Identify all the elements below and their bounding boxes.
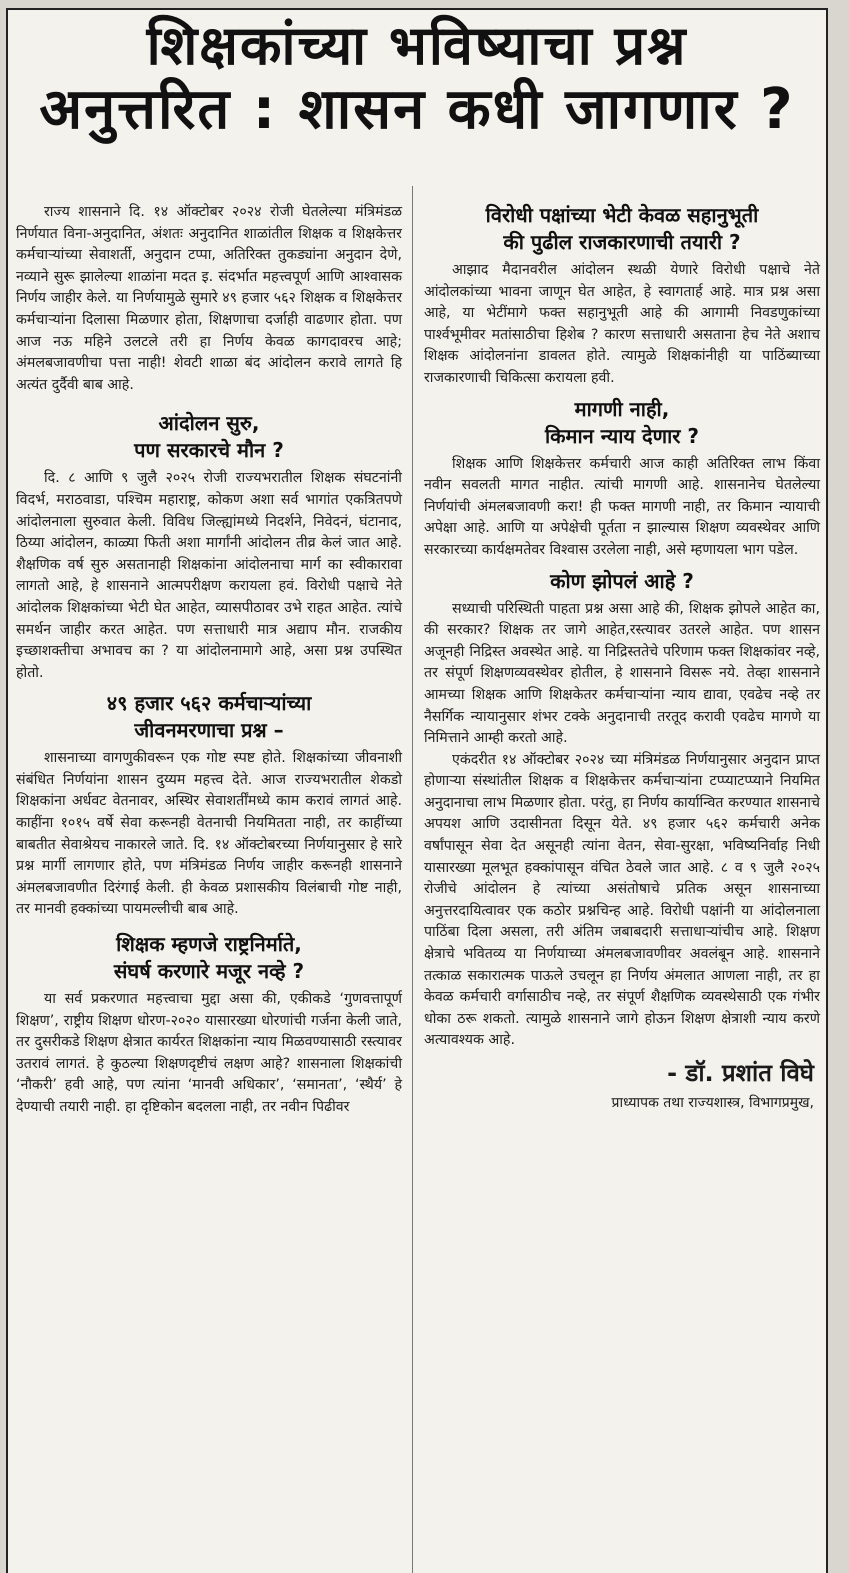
nation-builders-paragraph: या सर्व प्रकरणात महत्त्वाचा मुद्दा असा की, एकीकडे ‘गुणवत्तापूर्ण शिक्षण’, राष्ट्रीय शिक्षण धोरण-२०२० यासारख्या धोरणांची गर्जना केली जाते, तर दुसरीकडे शिक्षण क्षेत्रात कार्यरत शिक्षकांना न्याय मिळवण्यासाठी रस्त्यावर उतरावं लागतं. हे कुठल्या शिक्षणदृष्टीचं लक्षण आहे? शासनाला शिक्षकांची ‘नौकरी’ हवी आहे, पण त्यांना ‘मानवी अधिकार’, ‘समानता’, ‘स्थैर्य’ हे देण्याची तयारी नाही. हा दृष्टिकोन बदलला नाही, तर नवीन पिढीवर [16, 991, 402, 1115]
subheading-demand [424, 396, 820, 450]
headline-line-1: शिक्षकांच्या भविष्याचा प्रश्न [146, 14, 688, 77]
subheading-employees-line-2: जीवनमरणाचा प्रश्न – [134, 718, 284, 743]
author-byline: - डॉ. प्रशांत विघे [667, 1059, 814, 1087]
right-column [424, 202, 820, 1112]
subheading-employees [16, 690, 402, 744]
subheading-who-sleeps: कोण झोपलं आहे ? [550, 568, 694, 593]
subheading-protest-line-1: आंदोलन सुरु, [158, 411, 260, 436]
subheading-protest [16, 410, 402, 464]
conclusion-paragraph: एकंदरीत १४ ऑक्टोबर २०२४ च्या मंत्रिमंडळ निर्णयानुसार अनुदान प्राप्त होणाऱ्या संस्थांतील शिक्षक व शिक्षकेत्तर कर्मचाऱ्यांना टप्प्याटप्प्याने नियमित अनुदानाचा लाभ मिळणार होता. परंतु, हा निर्णय कार्यान्वित करण्यात शासनाचे अपयश आणि उदासीनता दिसून येते. ४९ हजार ५६२ कर्मचारी अनेक वर्षांपासून सेवा देत असूनही त्यांना वेतन, सेवा-सुरक्षा, भविष्यनिर्वाह निधी यासारख्या मूलभूत हक्कांपासून वंचित ठेवले जात आहे. ८ व ९ जुलै २०२५ रोजीचे आंदोलन हे त्यांच्या असंतोषाचे प्रतिक असून शासनाच्या अनुत्तरदायित्वावर एक कठोर प्रश्नचिन्ह आहे. विरोधी पक्षांनी या आंदोलनाला पाठिंबा दिला असला, तरी अंतिम जबाबदारी सत्ताधाऱ्यांचीच आहे. शिक्षण क्षेत्राचे भवितव्य या निर्णयाच्या अंमलबजावणीवर अवलंबून आहे. शासनाने तत्काळ सकारात्मक पाऊले उचलून हा निर्णय अंमलात आणला नाही, तर हा केवळ कर्मचारी वर्गासाठीच नव्हे, तर संपूर्ण शैक्षणिक व्यवस्थेसाठी एक गंभीर धोका ठरू शकतो. त्यामुळे शासनाने जागे होऊन शिक्षण क्षेत्राशी न्याय करणे अत्यावश्यक आहे. [424, 751, 820, 1049]
intro-paragraph: राज्य शासनाने दि. १४ ऑक्टोबर २०२४ रोजी घेतलेल्या मंत्रिमंडळ निर्णयात विना-अनुदानित, अंशतः अनुदानित शाळांतील शिक्षक व शिक्षकेत्तर कर्मचाऱ्यांच्या सेवाशर्ती, अनुदान टप्पा, अतिरिक्त तुकड्यांना अनुदान देणे, नव्याने सुरू झालेल्या शाळांना मदत इ. संदर्भात महत्त्वपूर्ण आणि आश्वासक निर्णय जाहीर केले. या निर्णयामुळे सुमारे ४९ हजार ५६२ शिक्षक व शिक्षकेत्तर कर्मचाऱ्यांना दिलासा मिळणार होता, शिक्षणाचा दर्जाही वाढणार होता. पण आज नऊ महिने उलटले तरी हा निर्णय केवळ कागदावरच आहे; अंमलबजावणीचा पत्ता नाही! शेवटी शाळा बंद आंदोलन करावे लागते हि अत्यंत दुर्दैवी बाब आहे. [16, 204, 402, 393]
subheading-demand-line-2: किमान न्याय देणार ? [545, 423, 699, 448]
subheading-opposition-line-2: की पुढील राजकारणाची तयारी ? [503, 230, 741, 254]
subheading-nation-builders [16, 931, 402, 985]
subheading-protest-line-2: पण सरकारचे मौन ? [134, 438, 284, 463]
subheading-opposition-line-1: विरोधी पक्षांच्या भेटी केवळ सहानुभूती [485, 203, 759, 227]
subheading-employees-line-1: ४९ हजार ५६२ कर्मचाऱ्यांच्या [106, 691, 312, 716]
column-divider [412, 186, 413, 1573]
subheading-nation-builders-line-2: संघर्ष करणारे मजूर नव्हे ? [113, 959, 305, 984]
subheading-demand-line-1: मागणी नाही, [574, 396, 670, 421]
subheading-opposition [424, 202, 820, 256]
newspaper-clipping [6, 8, 828, 1573]
headline-line-2: अनुत्तरित : शासन कधी जागणार ? [39, 77, 795, 142]
author-affiliation: प्राध्यापक तथा राज्यशास्त्र, विभागप्रमुख, [611, 1095, 814, 1111]
protest-paragraph: दि. ८ आणि ९ जुलै २०२५ रोजी राज्यभरातील शिक्षक संघटनांनी विदर्भ, मराठवाडा, पश्चिम महाराष्ट्र, कोकण अशा सर्व भागांत एकत्रितपणे आंदोलनाला सुरुवात केली. विविध जिल्ह्यांमध्ये निदर्शने, निवेदनं, घंटानाद, ठिय्या आंदोलन, काळ्या फिती अशा मार्गांनी आंदोलन तीव्र केलं जात आहे. शैक्षणिक वर्ष सुरु असतानाही शिक्षकांना आंदोलनाचा मार्ग का स्वीकारावा लागतो आहे, हे शासनाने आत्मपरीक्षण करायला हवं. विरोधी पक्षाचे नेते आंदोलक शिक्षकांच्या भेटी घेत आहेत, व्यासपीठावर उभे राहत आहेत. त्यांचे समर्थन जाहीर करत आहेत. पण सत्ताधारी मात्र अद्याप मौन. राजकीय इच्छाशक्तीचा अभावच का ? या आंदोलनामागे आहे, असा प्रश्न उपस्थित होतो. [16, 470, 402, 681]
opposition-paragraph: आझाद मैदानवरील आंदोलन स्थळी येणारे विरोधी पक्षाचे नेते आंदोलकांच्या भावना जाणून घेत आहेत, हे स्वागतार्ह आहे. मात्र प्रश्न असा आहे, या भेटींमागे फक्त सहानुभूती आहे की आगामी निवडणुकांच्या पार्श्वभूमीवर मतांसाठीचा हिशेब ? कारण सत्ताधारी असताना हेच नेते अशाच शिक्षक आंदोलनांना डावलत होते. त्यामुळे शिक्षकांनीही या पाठिंब्याच्या राजकारणाची चिकित्सा करायला हवी. [424, 262, 820, 386]
employees-paragraph: शासनाच्या वागणुकीवरून एक गोष्ट स्पष्ट होते. शिक्षकांच्या जीवनाशी संबंधित निर्णयांना शासन दुय्यम महत्त्व देते. आज राज्यभरातील शेकडो शिक्षकांना अर्धवट वेतनावर, अस्थिर सेवाशर्तींमध्ये काम करावं लागतं आहे. काहींना १०१५ वर्षे सेवा करूनही वेतनाची नियमितता नाही, तर काहींच्या बाबतीत सेवाश्रेयच नाकारले जाते. दि. १४ ऑक्टोबरच्या निर्णयानुसार हे सारे प्रश्न मार्गी लागणार होते, पण मंत्रिमंडळ निर्णय जाहीर करूनही शासनाने अंमलबजावणीत दिरंगाई केली. ही केवळ प्रशासकीय विलंबाची गोष्ट नाही, तर मानवी हक्कांच्या पायमल्लीची बाब आहे. [16, 750, 402, 918]
left-column [16, 202, 402, 1119]
who-sleeps-paragraph: सध्याची परिस्थिती पाहता प्रश्न असा आहे की, शिक्षक झोपले आहेत का, की सरकार? शिक्षक तर जागे आहेत,रस्त्यावर उतरले आहेत. पण शासन अजूनही निद्रिस्त अवस्थेत आहे. या निद्रिस्ततेचे परिणाम फक्त शिक्षकांवर नव्हे, तर संपूर्ण शिक्षणव्यवस्थेवर होतील, हे शासनाने विसरू नये. तेव्हा शासनाने आमच्या शिक्षक आणि शिक्षकेतर कर्मचाऱ्यांना न्याय द्यावा, एवढेच नव्हे तर नैसर्गिक न्यायानुसार शंभर टक्के अनुदानाची तरतूद करावी एवढेच मागणे या निमित्ताने आम्ही करतो आहे. [424, 600, 820, 747]
demand-paragraph: शिक्षक आणि शिक्षकेत्तर कर्मचारी आज काही अतिरिक्त लाभ किंवा नवीन सवलती मागत नाहीत. त्यांची मागणी आहे. शासनानेच घेतलेल्या निर्णयांची अंमलबजावणी करा! ही फक्त मागणी नाही, तर किमान न्यायाची अपेक्षा आहे. आणि या अपेक्षेची पूर्तता न झाल्यास शिक्षण व्यवस्थेवर आणि सरकारच्या कार्यक्षमतेवर विश्वास उरलेला नाही, असे म्हणायला भाग पडेल. [424, 455, 820, 558]
subheading-nation-builders-line-1: शिक्षक म्हणजे राष्ट्रनिर्माते, [116, 932, 302, 957]
